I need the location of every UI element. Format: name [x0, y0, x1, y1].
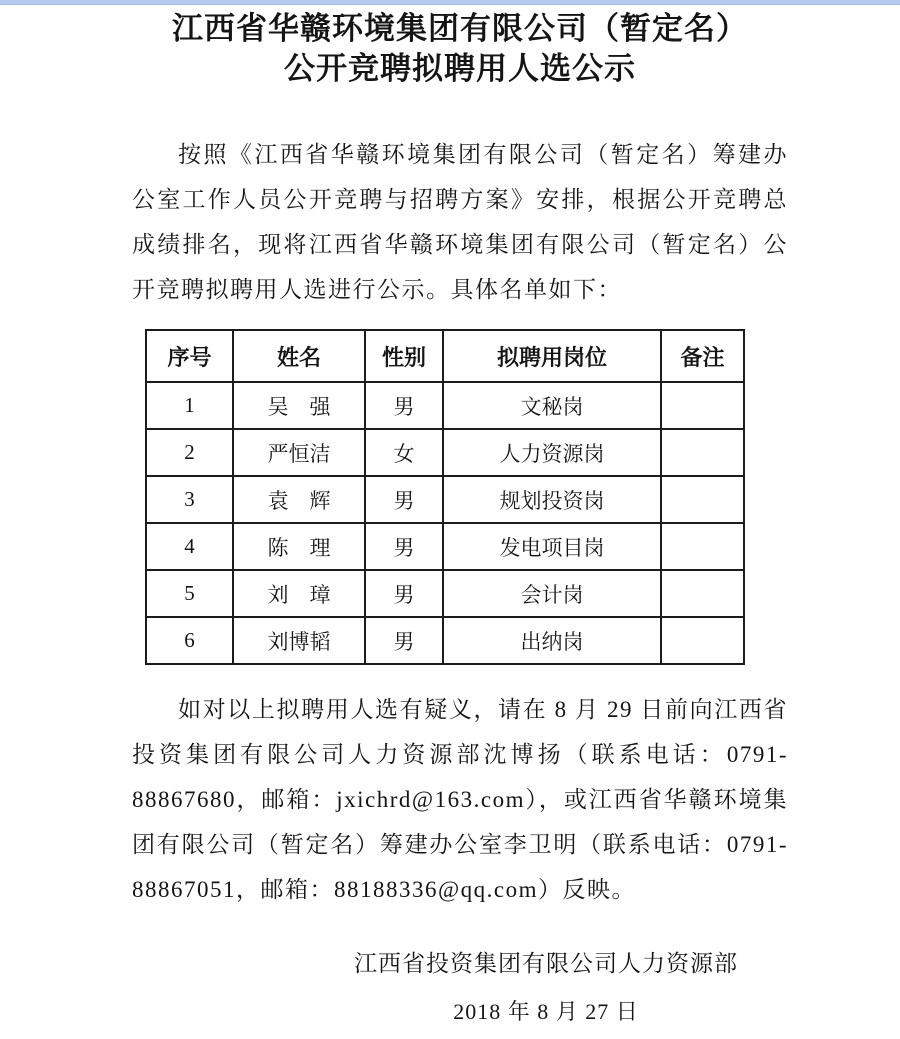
cell-position: 人力资源岗: [443, 429, 661, 476]
cell-gender: 男: [365, 570, 443, 617]
cell-index: 1: [146, 382, 233, 429]
cell-remarks: [661, 382, 744, 429]
cell-gender: 女: [365, 429, 443, 476]
cell-index: 2: [146, 429, 233, 476]
cell-index: 6: [146, 617, 233, 664]
cell-position: 文秘岗: [443, 382, 661, 429]
cell-remarks: [661, 429, 744, 476]
table-row: [146, 570, 744, 617]
column-header-name: 姓名: [233, 330, 365, 382]
table-row: [146, 617, 744, 664]
contact-paragraph: 如对以上拟聘用人选有疑义，请在 8 月 29 日前向江西省投资集团有限公司人力资源部沈博扬（联系电话：0791-88867680，邮箱：jxichrd@163.com），或江西省华赣环境集团有限公司（暂定名）筹建办公室李卫明（联系电话：0791-88867051，邮箱：88188336@qq.com）反映。: [132, 697, 788, 902]
column-header-index: 序号: [146, 330, 233, 382]
table-row: [146, 382, 744, 429]
cell-gender: 男: [365, 523, 443, 570]
cell-position: 规划投资岗: [443, 476, 661, 523]
document-title: [132, 9, 788, 89]
cell-name: 袁 辉: [233, 476, 365, 523]
table-header-row: [146, 330, 744, 382]
cell-name: 严恒洁: [233, 429, 365, 476]
table-row: [146, 429, 744, 476]
cell-index: 3: [146, 476, 233, 523]
cell-index: 4: [146, 523, 233, 570]
column-header-position: 拟聘用岗位: [443, 330, 661, 382]
cell-name: 吴 强: [233, 382, 365, 429]
table-row: [146, 476, 744, 523]
cell-index: 5: [146, 570, 233, 617]
cell-gender: 男: [365, 476, 443, 523]
cell-gender: 男: [365, 382, 443, 429]
cell-remarks: [661, 523, 744, 570]
cell-position: 发电项目岗: [443, 523, 661, 570]
signature-date: 2018 年 8 月 27 日: [453, 999, 639, 1024]
cell-remarks: [661, 476, 744, 523]
document-title-line2: 公开竞聘拟聘用人选公示: [284, 51, 636, 86]
cell-position: 会计岗: [443, 570, 661, 617]
cell-name: 刘 璋: [233, 570, 365, 617]
cell-remarks: [661, 570, 744, 617]
column-header-remarks: 备注: [661, 330, 744, 382]
table-row: [146, 523, 744, 570]
cell-gender: 男: [365, 617, 443, 664]
candidates-table: [145, 329, 745, 665]
signature-block: [354, 945, 738, 1026]
cell-remarks: [661, 617, 744, 664]
intro-paragraph: 按照《江西省华赣环境集团有限公司（暂定名）筹建办公室工作人员公开竞聘与招聘方案》安排，根据公开竞聘总成绩排名，现将江西省华赣环境集团有限公司（暂定名）公开竞聘拟聘用人选进行公示。具体名单如下：: [132, 142, 788, 302]
column-header-gender: 性别: [365, 330, 443, 382]
cell-name: 陈 理: [233, 523, 365, 570]
signature-organization: 江西省投资集团有限公司人力资源部: [354, 951, 738, 976]
document-title-line1: 江西省华赣环境集团有限公司（暂定名）: [172, 11, 748, 46]
cell-name: 刘博韬: [233, 617, 365, 664]
cell-position: 出纳岗: [443, 617, 661, 664]
